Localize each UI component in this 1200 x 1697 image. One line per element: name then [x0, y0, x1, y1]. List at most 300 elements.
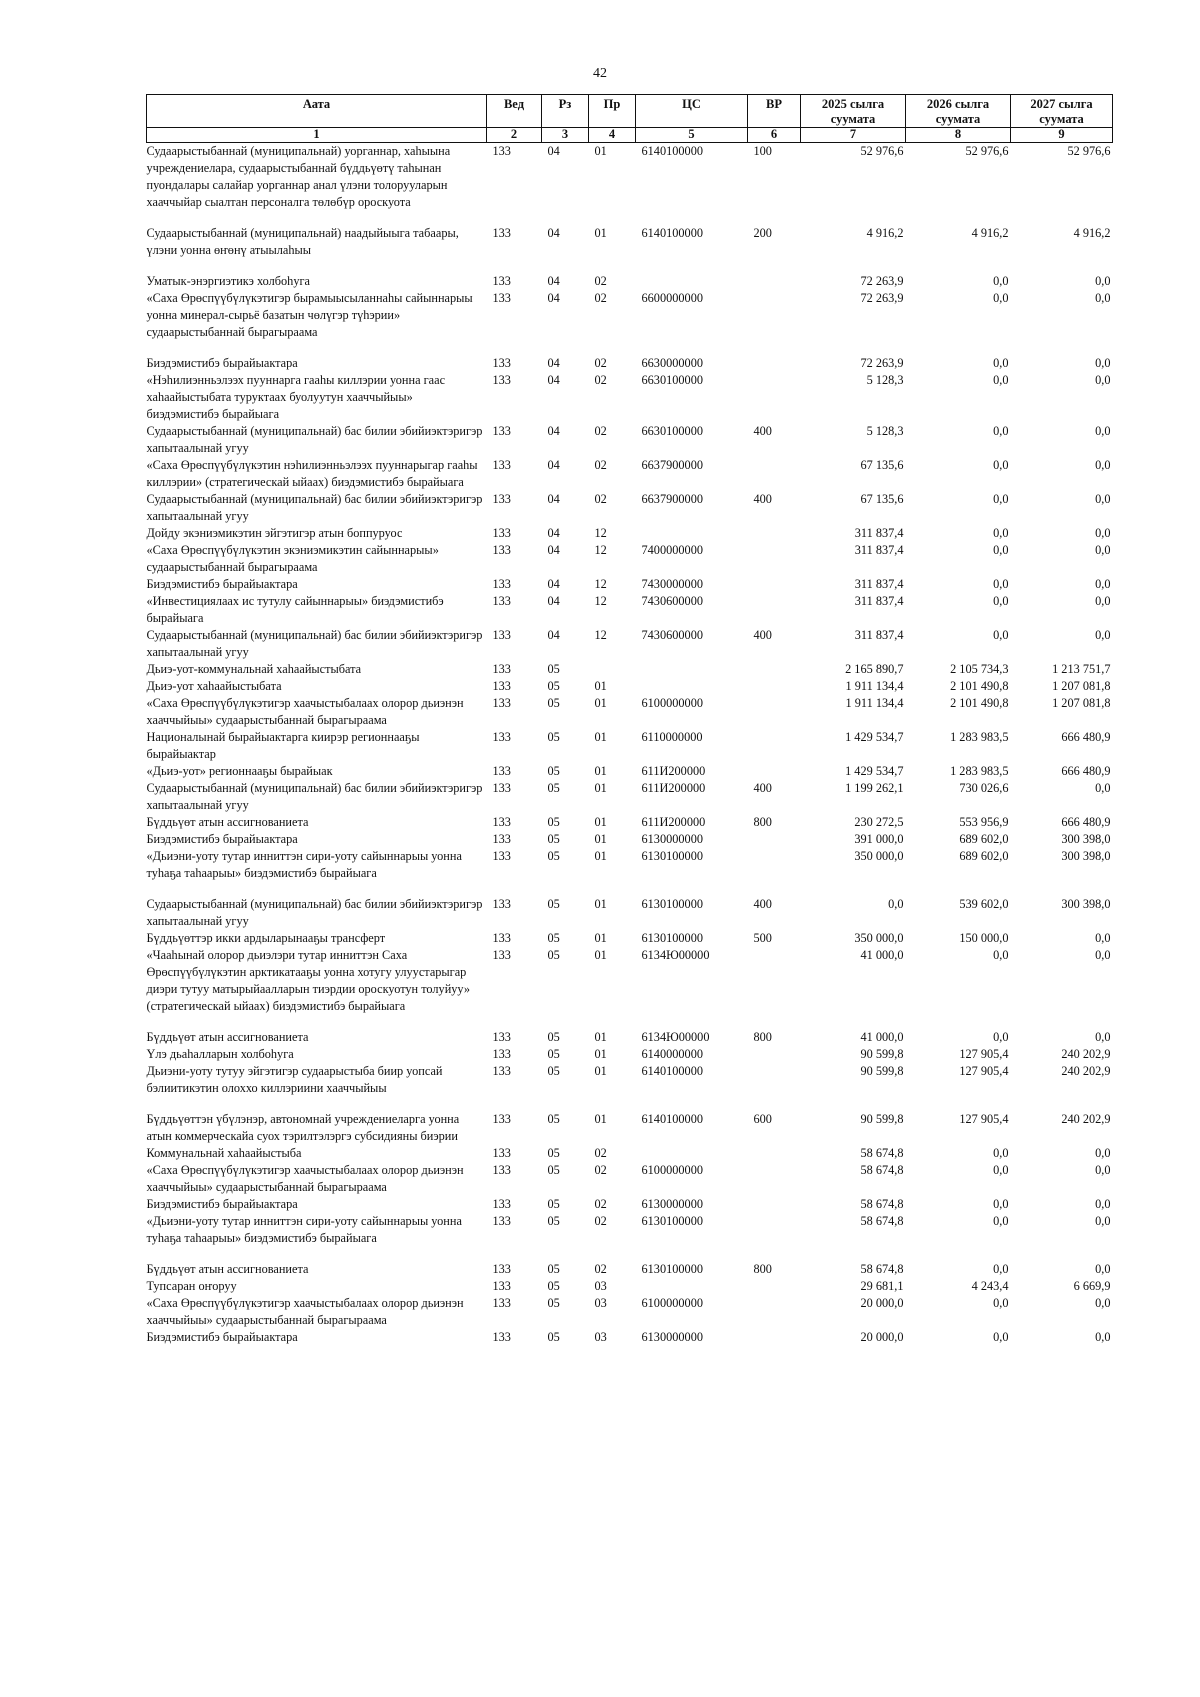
row-amount-2026: 2 101 490,8	[950, 679, 1009, 693]
row-vr	[748, 729, 801, 763]
row-vr	[748, 593, 801, 627]
row-amount-2025: 58 674,8	[860, 1214, 904, 1228]
row-amount-2027: 1 213 751,7	[1052, 662, 1111, 676]
table-row	[147, 661, 1113, 678]
row-amount-2027: 0,0	[1095, 458, 1111, 472]
row-ved: 133	[492, 1064, 511, 1078]
row-cs: 6130000000	[641, 1197, 703, 1211]
row-name: Судаарыстыбаннай (муниципальнай) бас билии эбийиэктэригэр хапытаалынай угуу	[146, 781, 483, 812]
row-rz: 05	[547, 679, 560, 693]
row-ved: 133	[492, 696, 511, 710]
column-number: 4	[589, 128, 636, 143]
row-name: Судаарыстыбаннай (муниципальнай) бас билии эбийиэктэригэр хапытаалынай угуу	[146, 628, 483, 659]
row-cs: 6630100000	[641, 424, 703, 438]
row-ved: 133	[492, 1146, 511, 1160]
table-row	[147, 1278, 1113, 1295]
row-amount-2027: 300 398,0	[1061, 897, 1111, 911]
row-pr: 03	[594, 1296, 607, 1310]
row-cs: 6100000000	[641, 1296, 703, 1310]
row-ved: 133	[492, 832, 511, 846]
row-vr	[748, 273, 801, 290]
row-vr	[748, 678, 801, 695]
row-amount-2026: 2 101 490,8	[950, 696, 1009, 710]
row-pr: 12	[594, 594, 607, 608]
row-name: Тупсаран оҥоруу	[146, 1279, 237, 1293]
row-amount-2026: 553 956,9	[959, 815, 1009, 829]
row-amount-2025: 4 916,2	[866, 226, 904, 240]
column-number: 2	[487, 128, 542, 143]
row-amount-2025: 90 599,8	[860, 1047, 904, 1061]
row-ved: 133	[492, 424, 511, 438]
row-cs: 6140100000	[641, 1112, 703, 1126]
row-amount-2025: 5 128,3	[866, 373, 904, 387]
row-rz: 04	[547, 577, 560, 591]
table-row	[147, 593, 1113, 627]
row-amount-2025: 1 429 534,7	[845, 730, 904, 744]
row-amount-2026: 52 976,6	[965, 144, 1009, 158]
table-row	[147, 814, 1113, 831]
row-rz: 05	[547, 948, 560, 962]
row-amount-2025: 20 000,0	[860, 1330, 904, 1344]
table-row	[147, 273, 1113, 290]
row-ved: 133	[492, 226, 511, 240]
row-ved: 133	[492, 1163, 511, 1177]
header-ved: Вед	[487, 95, 542, 128]
row-cs: 6134Ю00000	[641, 948, 710, 962]
row-name: Бүддьүөт атын ассигнованиета	[146, 815, 309, 829]
row-pr: 01	[594, 730, 607, 744]
row-vr	[748, 355, 801, 372]
row-amount-2027: 0,0	[1095, 1030, 1111, 1044]
row-cs: 7430600000	[641, 628, 703, 642]
row-rz: 05	[547, 696, 560, 710]
table-row	[147, 143, 1113, 226]
column-number: 8	[906, 128, 1011, 143]
row-vr: 800	[753, 815, 772, 829]
row-rz: 05	[547, 1197, 560, 1211]
row-pr: 01	[594, 1047, 607, 1061]
row-cs	[636, 525, 748, 542]
row-vr: 400	[753, 492, 772, 506]
row-amount-2025: 0,0	[888, 897, 904, 911]
row-amount-2026: 0,0	[993, 577, 1009, 591]
row-amount-2025: 1 911 134,4	[845, 679, 904, 693]
row-amount-2025: 58 674,8	[860, 1197, 904, 1211]
row-amount-2026: 0,0	[993, 1163, 1009, 1177]
row-rz: 05	[547, 815, 560, 829]
row-amount-2025: 311 837,4	[854, 577, 904, 591]
row-vr	[748, 1063, 801, 1111]
row-name: «Дьиэ-уот» регионнааҕы бырайыак	[146, 764, 333, 778]
row-amount-2027: 0,0	[1095, 577, 1111, 591]
row-pr: 02	[594, 492, 607, 506]
row-vr	[748, 661, 801, 678]
table-row	[147, 457, 1113, 491]
row-pr: 01	[594, 144, 607, 158]
row-pr: 02	[594, 356, 607, 370]
row-rz: 05	[547, 1064, 560, 1078]
row-ved: 133	[492, 356, 511, 370]
row-amount-2025: 72 263,9	[860, 356, 904, 370]
table-row	[147, 695, 1113, 729]
table-row	[147, 423, 1113, 457]
row-name: «Дьиэни-уоту тутар инниттэн сири-уоту сайыннарыы уонна туһаҕа таһаарыы» биэдэмистибэ бырайыага	[146, 849, 462, 880]
row-name: «Дьиэни-уоту тутар инниттэн сири-уоту сайыннарыы уонна туһаҕа таһаарыы» биэдэмистибэ бырайыага	[146, 1214, 462, 1245]
row-ved: 133	[492, 1197, 511, 1211]
row-rz: 05	[547, 1296, 560, 1310]
row-name: Бүддьүөт атын ассигнованиета	[146, 1030, 309, 1044]
table-row	[147, 1213, 1113, 1261]
row-pr: 01	[594, 764, 607, 778]
table-row	[147, 896, 1113, 930]
row-vr	[748, 848, 801, 896]
table-row	[147, 290, 1113, 355]
header-rz: Рз	[542, 95, 589, 128]
row-cs: 6110000000	[641, 730, 703, 744]
row-rz: 05	[547, 1214, 560, 1228]
row-vr	[748, 1145, 801, 1162]
row-pr: 01	[594, 226, 607, 240]
table-row	[147, 576, 1113, 593]
row-rz: 05	[547, 730, 560, 744]
row-rz: 04	[547, 594, 560, 608]
row-amount-2027: 0,0	[1095, 1214, 1111, 1228]
table-row	[147, 1196, 1113, 1213]
row-amount-2025: 90 599,8	[860, 1064, 904, 1078]
row-cs: 6130100000	[641, 931, 703, 945]
header-2027: 2027 сылга суумата	[1011, 95, 1113, 128]
table-row	[147, 1329, 1113, 1346]
row-name: Судаарыстыбаннай (муниципальнай) наадыйыыга табаары, үлэни уонна өҥөнү атыылаһыы	[146, 226, 459, 257]
row-name: Биэдэмистибэ бырайыактара	[146, 577, 298, 591]
row-vr: 400	[753, 897, 772, 911]
row-amount-2027: 240 202,9	[1061, 1064, 1111, 1078]
row-amount-2027: 4 916,2	[1073, 226, 1111, 240]
row-pr: 01	[594, 931, 607, 945]
table-row	[147, 542, 1113, 576]
row-pr: 01	[594, 948, 607, 962]
row-amount-2027: 0,0	[1095, 628, 1111, 642]
row-ved: 133	[492, 781, 511, 795]
row-ved: 133	[492, 931, 511, 945]
row-amount-2027: 666 480,9	[1061, 815, 1111, 829]
row-ved: 133	[492, 492, 511, 506]
row-amount-2026: 150 000,0	[959, 931, 1009, 945]
row-vr	[748, 542, 801, 576]
row-rz: 05	[547, 1279, 560, 1293]
row-name: Биэдэмистибэ бырайыактара	[146, 832, 298, 846]
row-rz: 04	[547, 291, 560, 305]
row-amount-2027: 240 202,9	[1061, 1047, 1111, 1061]
row-amount-2027: 6 669,9	[1073, 1279, 1111, 1293]
row-amount-2027: 0,0	[1095, 373, 1111, 387]
row-amount-2026: 539 602,0	[959, 897, 1009, 911]
row-name: Дойду экэниэмикэтин эйгэтигэр атын боппуруос	[146, 526, 403, 540]
row-amount-2026: 1 283 983,5	[950, 764, 1009, 778]
row-name: «Чааһынай олорор дьиэлэри тутар инниттэн Саха Өрөспүүбүлүкэтин арктикатааҕы уонна хотугу улуустарыгар диэри тутуу матырыйаалларын тиэрдии ороскуотун толуйуу» (стратегическай ыйаах) биэдэмистибэ бырайыага	[146, 948, 471, 1013]
row-name: «Инвестициялаах ис тутулу сайыннарыы» биэдэмистибэ бырайыага	[146, 594, 444, 625]
row-amount-2026: 689 602,0	[959, 849, 1009, 863]
row-cs: 6134Ю00000	[641, 1030, 710, 1044]
row-cs: 6100000000	[641, 1163, 703, 1177]
row-name: Биэдэмистибэ бырайыактара	[146, 356, 298, 370]
row-ved: 133	[492, 291, 511, 305]
row-ved: 133	[492, 1279, 511, 1293]
row-vr	[748, 831, 801, 848]
row-pr: 03	[594, 1330, 607, 1344]
row-amount-2027: 0,0	[1095, 492, 1111, 506]
row-pr: 02	[594, 291, 607, 305]
row-pr: 02	[594, 1197, 607, 1211]
column-number: 5	[636, 128, 748, 143]
row-amount-2025: 52 976,6	[860, 144, 904, 158]
row-amount-2026: 0,0	[993, 492, 1009, 506]
row-vr	[748, 695, 801, 729]
row-cs: 6100000000	[641, 696, 703, 710]
table-row	[147, 763, 1113, 780]
row-amount-2025: 29 681,1	[860, 1279, 904, 1293]
table-row	[147, 1046, 1113, 1063]
row-amount-2027: 0,0	[1095, 948, 1111, 962]
row-pr: 01	[594, 832, 607, 846]
row-cs	[636, 273, 748, 290]
row-amount-2026: 0,0	[993, 1214, 1009, 1228]
row-amount-2026: 730 026,6	[959, 781, 1009, 795]
table-row	[147, 1261, 1113, 1278]
row-ved: 133	[492, 1030, 511, 1044]
table-row	[147, 678, 1113, 695]
row-ved: 133	[492, 144, 511, 158]
row-amount-2026: 0,0	[993, 594, 1009, 608]
table-body	[147, 143, 1113, 1347]
row-rz: 04	[547, 628, 560, 642]
row-amount-2025: 311 837,4	[854, 543, 904, 557]
row-ved: 133	[492, 1330, 511, 1344]
row-rz: 05	[547, 897, 560, 911]
header-pr: Пр	[589, 95, 636, 128]
row-amount-2026: 0,0	[993, 424, 1009, 438]
row-cs: 6630100000	[641, 373, 703, 387]
table-row	[147, 729, 1113, 763]
row-rz: 05	[547, 1030, 560, 1044]
table-row	[147, 1029, 1113, 1046]
row-pr: 02	[594, 274, 607, 288]
row-amount-2025: 311 837,4	[854, 526, 904, 540]
table-row	[147, 831, 1113, 848]
row-amount-2026: 127 905,4	[959, 1047, 1009, 1061]
row-pr: 02	[594, 424, 607, 438]
row-ved: 133	[492, 764, 511, 778]
row-rz: 04	[547, 424, 560, 438]
row-ved: 133	[492, 1262, 511, 1276]
row-amount-2025: 2 165 890,7	[845, 662, 904, 676]
row-cs: 6130000000	[641, 832, 703, 846]
column-number: 3	[542, 128, 589, 143]
row-rz: 04	[547, 274, 560, 288]
row-rz: 04	[547, 458, 560, 472]
row-amount-2026: 0,0	[993, 458, 1009, 472]
row-name: «Саха Өрөспүүбүлүкэтигэр хаачыстыбалаах олорор дьиэнэн хааччыйыы» судаарыстыбаннай бырагыраама	[146, 1296, 464, 1327]
table-row	[147, 1162, 1113, 1196]
row-name: Националынай бырайыактарга киирэр регионнааҕы бырайыактар	[146, 730, 420, 761]
row-vr: 800	[753, 1262, 772, 1276]
row-cs: 6630000000	[641, 356, 703, 370]
row-cs: 6637900000	[641, 458, 703, 472]
row-ved: 133	[492, 730, 511, 744]
row-rz: 05	[547, 1330, 560, 1344]
row-rz: 05	[547, 832, 560, 846]
row-cs: 7430600000	[641, 594, 703, 608]
row-rz: 05	[547, 781, 560, 795]
row-cs: 611И200000	[641, 781, 706, 795]
table-row	[147, 930, 1113, 947]
row-cs: 6140100000	[641, 144, 703, 158]
table-row	[147, 525, 1113, 542]
row-amount-2026: 4 243,4	[971, 1279, 1009, 1293]
row-cs: 6140100000	[641, 1064, 703, 1078]
row-pr: 01	[594, 1112, 607, 1126]
row-pr	[589, 661, 636, 678]
row-rz: 05	[547, 1262, 560, 1276]
row-pr: 01	[594, 781, 607, 795]
row-vr: 500	[753, 931, 772, 945]
row-amount-2026: 689 602,0	[959, 832, 1009, 846]
row-amount-2026: 2 105 734,3	[950, 662, 1009, 676]
row-pr: 02	[594, 1262, 607, 1276]
row-rz: 05	[547, 1146, 560, 1160]
row-ved: 133	[492, 948, 511, 962]
page-number: 42	[593, 66, 607, 81]
row-cs	[636, 1278, 748, 1295]
row-pr: 01	[594, 679, 607, 693]
row-amount-2027: 666 480,9	[1061, 730, 1111, 744]
row-ved: 133	[492, 679, 511, 693]
row-pr: 01	[594, 815, 607, 829]
table-row	[147, 947, 1113, 1029]
row-amount-2025: 20 000,0	[860, 1296, 904, 1310]
row-amount-2026: 0,0	[993, 1330, 1009, 1344]
row-vr: 600	[753, 1112, 772, 1126]
row-amount-2026: 0,0	[993, 1262, 1009, 1276]
row-ved: 133	[492, 662, 511, 676]
row-name: Дьиэни-уоту тутуу эйгэтигэр судаарыстыба биир уопсай бэлиитикэтин олоххо киллэриини хааччыйыы	[146, 1064, 443, 1095]
header-cs: ЦС	[636, 95, 748, 128]
row-vr	[748, 1213, 801, 1261]
row-ved: 133	[492, 274, 511, 288]
table-row	[147, 1295, 1113, 1329]
header-vr: ВР	[748, 95, 801, 128]
row-vr	[748, 290, 801, 355]
row-cs: 611И200000	[641, 815, 706, 829]
row-name: Бүддьүөттэр икки ардыларынааҕы трансферт	[146, 931, 386, 945]
row-pr: 01	[594, 849, 607, 863]
row-amount-2025: 311 837,4	[854, 594, 904, 608]
row-pr: 02	[594, 458, 607, 472]
row-cs: 6600000000	[641, 291, 703, 305]
row-amount-2026: 127 905,4	[959, 1064, 1009, 1078]
table-row	[147, 1111, 1113, 1145]
row-amount-2025: 311 837,4	[854, 628, 904, 642]
row-amount-2027: 0,0	[1095, 1197, 1111, 1211]
row-amount-2027: 0,0	[1095, 1262, 1111, 1276]
row-amount-2025: 41 000,0	[860, 948, 904, 962]
row-amount-2027: 52 976,6	[1067, 144, 1111, 158]
row-vr	[748, 1162, 801, 1196]
budget-table	[146, 94, 1113, 1346]
row-rz: 05	[547, 1047, 560, 1061]
row-amount-2026: 0,0	[993, 1030, 1009, 1044]
row-amount-2025: 67 135,6	[860, 458, 904, 472]
row-name: Судаарыстыбаннай (муниципальнай) уорганнар, хаһыына учреждениелара, судаарыстыбаннай бүддьүөтү таһынан пуондалары салайар уорганнар анал үлэни толорууларын хааччыйар сыалтан персоналга төлөбүр ороскуота	[146, 144, 451, 209]
row-amount-2027: 0,0	[1095, 1163, 1111, 1177]
row-cs: 6130100000	[641, 897, 703, 911]
row-amount-2025: 1 199 262,1	[845, 781, 904, 795]
row-amount-2026: 1 283 983,5	[950, 730, 1009, 744]
row-ved: 133	[492, 1296, 511, 1310]
row-ved: 133	[492, 849, 511, 863]
row-name: «Саха Өрөспүүбүлүкэтин нэһилиэнньэлээх пууннарыгар гааһы киллэрии» (стратегическай ыйаах) биэдэмистибэ бырайыага	[146, 458, 478, 489]
row-cs	[636, 678, 748, 695]
row-name: Судаарыстыбаннай (муниципальнай) бас билии эбийиэктэригэр хапытаалынай угуу	[146, 492, 483, 523]
row-name: «Саха Өрөспүүбүлүкэтигэр бырамыысыланнаһы сайыннарыы уонна минерал-сырьё базатын чөлүгэр түһэрии» судаарыстыбаннай бырагыраама	[146, 291, 473, 339]
row-ved: 133	[492, 373, 511, 387]
row-ved: 133	[492, 458, 511, 472]
row-amount-2026: 0,0	[993, 1296, 1009, 1310]
row-rz: 04	[547, 543, 560, 557]
row-ved: 133	[492, 1214, 511, 1228]
row-rz: 04	[547, 526, 560, 540]
table-row	[147, 225, 1113, 273]
row-vr	[748, 1046, 801, 1063]
row-pr: 12	[594, 577, 607, 591]
row-name: «Саха Өрөспүүбүлүкэтигэр хаачыстыбалаах олорор дьиэнэн хааччыйыы» судаарыстыбаннай бырагыраама	[146, 696, 464, 727]
row-rz: 04	[547, 492, 560, 506]
row-amount-2027: 1 207 081,8	[1052, 679, 1111, 693]
row-amount-2027: 0,0	[1095, 781, 1111, 795]
row-amount-2027: 0,0	[1095, 1330, 1111, 1344]
row-amount-2027: 0,0	[1095, 1146, 1111, 1160]
row-cs	[636, 661, 748, 678]
table-row	[147, 372, 1113, 423]
row-rz: 05	[547, 1163, 560, 1177]
row-rz: 05	[547, 662, 560, 676]
row-ved: 133	[492, 897, 511, 911]
column-number: 1	[147, 128, 487, 143]
row-name: Бүддьүөттэн үбүлэнэр, автономнай учреждениеларга уонна атын коммерческайа суох тэрилтэлэргэ субсидияны биэрии	[146, 1112, 460, 1143]
table-header-row	[147, 95, 1113, 128]
row-name: Дьиэ-уот-коммунальнай хаһаайыстыбата	[146, 662, 362, 676]
row-ved: 133	[492, 577, 511, 591]
table-row	[147, 627, 1113, 661]
row-vr: 200	[753, 226, 772, 240]
row-pr: 01	[594, 1064, 607, 1078]
row-amount-2027: 0,0	[1095, 543, 1111, 557]
row-amount-2027: 240 202,9	[1061, 1112, 1111, 1126]
row-amount-2025: 5 128,3	[866, 424, 904, 438]
row-amount-2027: 666 480,9	[1061, 764, 1111, 778]
row-amount-2026: 0,0	[993, 1146, 1009, 1160]
row-vr: 400	[753, 424, 772, 438]
row-vr	[748, 1295, 801, 1329]
table-row	[147, 1063, 1113, 1111]
row-rz: 05	[547, 1112, 560, 1126]
row-rz: 05	[547, 764, 560, 778]
column-number: 6	[748, 128, 801, 143]
row-amount-2025: 90 599,8	[860, 1112, 904, 1126]
table-row	[147, 848, 1113, 896]
row-cs: 7430000000	[641, 577, 703, 591]
row-rz: 05	[547, 931, 560, 945]
